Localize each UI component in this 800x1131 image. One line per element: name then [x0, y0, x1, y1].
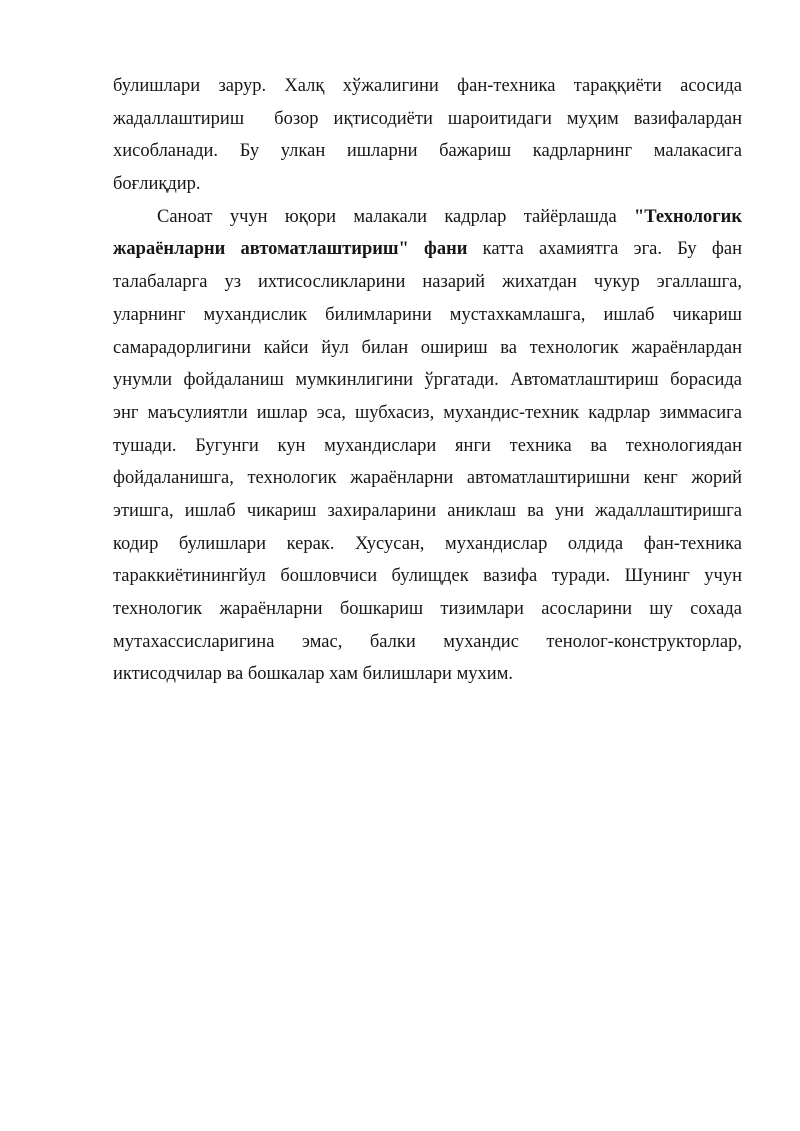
text-line [113, 168, 742, 201]
text-line [113, 332, 742, 365]
paragraph [113, 70, 742, 201]
text-segment: мутахассисларигина эмас, балки мухандис тенолог-конструкторлар, [113, 631, 742, 652]
text-segment: хисобланади. Бу улкан ишларни бажариш кадрларнинг малакасига [113, 141, 742, 162]
text-segment: жадаллаштириш бозор иқтисодиёти шароитидаги муҳим вазифалардан [113, 108, 742, 129]
text-segment: уларнинг мухандислик билимларини мустахкамлашга, ишлаб чикариш [113, 304, 742, 325]
bold-text-segment: "Технологик [633, 206, 742, 227]
text-line [113, 560, 742, 593]
text-segment: тараккиётинингйул бошловчиси булищдек вазифа туради. Шунинг учун [113, 566, 742, 587]
text-line [113, 658, 742, 691]
text-line [113, 70, 742, 103]
text-segment: катта ахамиятга эга. Бу фан [467, 239, 742, 260]
text-line [113, 299, 742, 332]
text-line [113, 495, 742, 528]
text-line [113, 626, 742, 659]
text-segment: этишга, ишлаб чикариш захираларини аниклаш ва уни жадаллаштиришга [113, 500, 742, 521]
text-line [113, 364, 742, 397]
text-segment: технологик жараёнларни бошкариш тизимлари асосларини шу сохада [113, 599, 742, 619]
text-line [113, 103, 742, 136]
text-segment: тушади. Бугунги кун мухандислари янги техника ва технологиядан [113, 435, 742, 456]
text-segment: иктисодчилар ва бошкалар хам билишлари мухим. [113, 664, 514, 685]
text-line [113, 201, 742, 234]
text-line [113, 593, 742, 626]
paragraph [113, 201, 742, 691]
bold-text-segment: жараёнларни автоматлаштириш" фани [113, 239, 468, 260]
text-line [113, 462, 742, 495]
text-line [113, 266, 742, 299]
text-segment: боғлиқдир. [113, 174, 201, 195]
text-line [113, 233, 742, 266]
text-line [113, 135, 742, 168]
document-body [113, 70, 742, 691]
text-line [113, 528, 742, 561]
text-line [113, 430, 742, 463]
text-segment: энг маъсулиятли ишлар эса, шубхасиз, мухандис-техник кадрлар зиммасига [113, 402, 742, 423]
text-segment: булишлари зарур. Халқ хўжалигини фан-техника тараққиёти асосида [113, 76, 742, 96]
text-segment: фойдаланишга, технологик жараёнларни автоматлаштиришни кенг жорий [113, 468, 742, 489]
text-segment: Саноат учун юқори малакали кадрлар тайёрлашда [157, 206, 634, 227]
text-segment: кодир булишлари керак. Хусусан, мухандислар олдида фан-техника [113, 533, 742, 554]
text-segment: унумли фойдаланиш мумкинлигини ўргатади. Автоматлаштириш борасида [113, 370, 742, 391]
text-line [113, 397, 742, 430]
text-segment: талабаларга уз ихтисосликларини назарий жихатдан чукур эгаллашга, [113, 272, 742, 293]
text-segment: самарадорлигини кайси йул билан ошириш ва технологик жараёнлардан [113, 337, 742, 358]
